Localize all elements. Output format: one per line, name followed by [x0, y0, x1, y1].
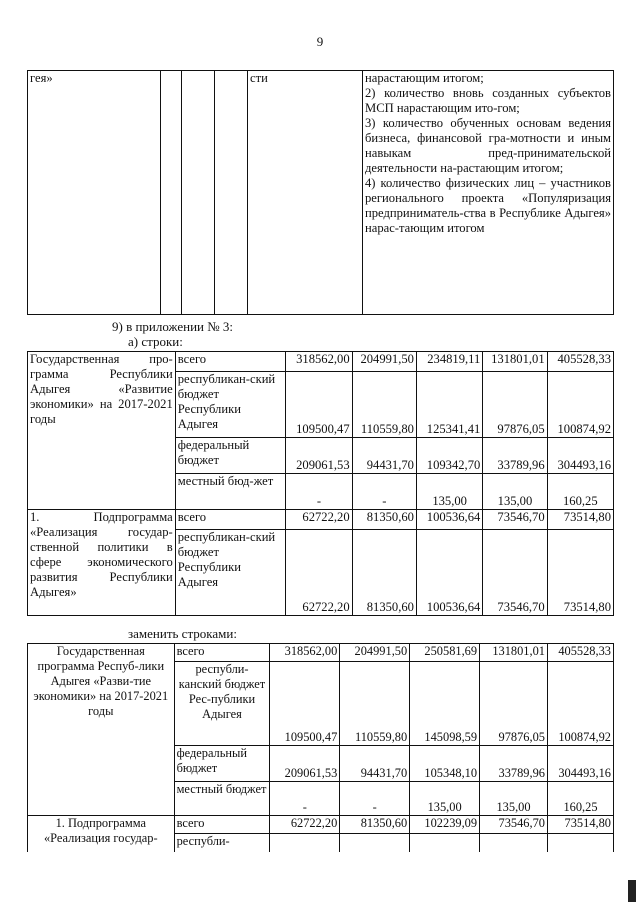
row-label: республикан-ский бюджет Республики Адыгея	[175, 372, 286, 438]
value-cell: -	[340, 782, 410, 816]
value-cell: 135,00	[480, 782, 548, 816]
value-cell: 110559,80	[340, 662, 410, 746]
subprogram-name: 1. Подпрограмма «Реализация государ-ственной политики в сфере экономического развития Республики Адыгея»	[28, 510, 176, 616]
value-cell: 145098,59	[410, 662, 480, 746]
value-cell: 105348,10	[410, 746, 480, 782]
page-number: 9	[316, 34, 324, 49]
subprogram-name: 1. Подпрограмма «Реализация государ-	[28, 816, 175, 852]
value-cell: 135,00	[483, 474, 547, 510]
row-label: местный бюд-жет	[175, 474, 286, 510]
value-cell	[340, 834, 410, 852]
value-cell: 304493,16	[547, 746, 613, 782]
value-cell	[410, 834, 480, 852]
value-cell: 405528,33	[547, 644, 613, 662]
value-cell: 94431,70	[352, 438, 416, 474]
value-cell: 81350,60	[352, 530, 416, 616]
cont-cell-empty	[215, 71, 248, 315]
value-cell: 73546,70	[483, 530, 547, 616]
value-cell: 131801,01	[483, 352, 547, 372]
value-cell: 405528,33	[547, 352, 613, 372]
value-cell: 304493,16	[547, 438, 613, 474]
original-rows-table	[27, 351, 614, 616]
replace-caption: заменить строками:	[128, 626, 237, 641]
replacement-rows-table	[27, 643, 614, 852]
rows-caption: а) строки:	[128, 334, 183, 349]
value-cell: 100536,64	[416, 530, 482, 616]
value-cell: 209061,53	[270, 746, 340, 782]
appendix-caption: 9) в приложении № 3:	[112, 319, 234, 334]
value-cell: 73546,70	[480, 816, 548, 834]
value-cell: -	[352, 474, 416, 510]
indicator-item: 2) количество вновь созданных субъектов МСП нарастающим ито-гом;	[365, 86, 611, 115]
row-label: федеральный бюджет	[175, 438, 286, 474]
value-cell: 135,00	[416, 474, 482, 510]
value-cell: 110559,80	[352, 372, 416, 438]
row-label: федеральный бюджет	[174, 746, 270, 782]
value-cell	[547, 834, 613, 852]
row-label: всего	[175, 510, 286, 530]
value-cell: 81350,60	[340, 816, 410, 834]
value-cell: 109500,47	[270, 662, 340, 746]
value-cell: 234819,11	[416, 352, 482, 372]
value-cell: 131801,01	[480, 644, 548, 662]
value-cell: 100874,92	[547, 662, 613, 746]
row-label: всего	[174, 644, 270, 662]
value-cell: 109500,47	[286, 372, 352, 438]
value-cell: 94431,70	[340, 746, 410, 782]
row-label: всего	[175, 352, 286, 372]
value-cell: 73514,80	[547, 510, 613, 530]
program-name: Государственная про-грамма Республики Адыгея «Развитие экономики» на 2017-2021 годы	[28, 352, 176, 510]
value-cell: 109342,70	[416, 438, 482, 474]
continuation-table	[27, 70, 614, 315]
value-cell: 73514,80	[547, 816, 613, 834]
cont-cell-empty	[161, 71, 182, 315]
value-cell: 97876,05	[480, 662, 548, 746]
indicator-item: нарастающим итогом;	[365, 71, 484, 85]
cont-cell-name: гея»	[28, 71, 161, 315]
cont-cell-empty	[182, 71, 215, 315]
program-name: Государственная программа Респуб-лики Адыгея «Разви-тие экономики» на 2017-2021 годы	[28, 644, 175, 816]
value-cell: 204991,50	[340, 644, 410, 662]
value-cell: 62722,20	[270, 816, 340, 834]
value-cell: 209061,53	[286, 438, 352, 474]
row-label: местный бюджет	[174, 782, 270, 816]
value-cell: 204991,50	[352, 352, 416, 372]
value-cell: 73546,70	[483, 510, 547, 530]
value-cell: 160,25	[547, 782, 613, 816]
value-cell: 125341,41	[416, 372, 482, 438]
value-cell	[270, 834, 340, 852]
value-cell: 62722,20	[286, 530, 352, 616]
row-label: республи-	[174, 834, 270, 852]
indicator-item: 3) количество обученных основам ведения бизнеса, финансовой гра-мотности и иным навыкам пред-принимательской деятельности на-растающим итогом;	[365, 116, 611, 175]
value-cell: 73514,80	[547, 530, 613, 616]
value-cell: 62722,20	[286, 510, 352, 530]
cont-cell-indicators	[363, 71, 614, 315]
value-cell: 250581,69	[410, 644, 480, 662]
value-cell: 160,25	[547, 474, 613, 510]
value-cell: 81350,60	[352, 510, 416, 530]
row-label: всего	[174, 816, 270, 834]
value-cell: 135,00	[410, 782, 480, 816]
value-cell: 102239,09	[410, 816, 480, 834]
row-label: республи-канский бюджет Рес-публики Адыгея	[174, 662, 270, 746]
value-cell: -	[270, 782, 340, 816]
value-cell: 97876,05	[483, 372, 547, 438]
value-cell: 33789,96	[480, 746, 548, 782]
value-cell: 100874,92	[547, 372, 613, 438]
scan-edge-mark	[628, 880, 636, 902]
value-cell: 100536,64	[416, 510, 482, 530]
row-label: республикан-ский бюджет Республики Адыгея	[175, 530, 286, 616]
indicator-item: 4) количество физических лиц – участников регионального проекта «Популяризация предприниматель-ства в Республике Адыгея» нарас-тающим итогом	[365, 176, 611, 235]
value-cell	[480, 834, 548, 852]
value-cell: 318562,00	[286, 352, 352, 372]
value-cell: -	[286, 474, 352, 510]
value-cell: 318562,00	[270, 644, 340, 662]
cont-cell-deadline: сти	[248, 71, 363, 315]
value-cell: 33789,96	[483, 438, 547, 474]
